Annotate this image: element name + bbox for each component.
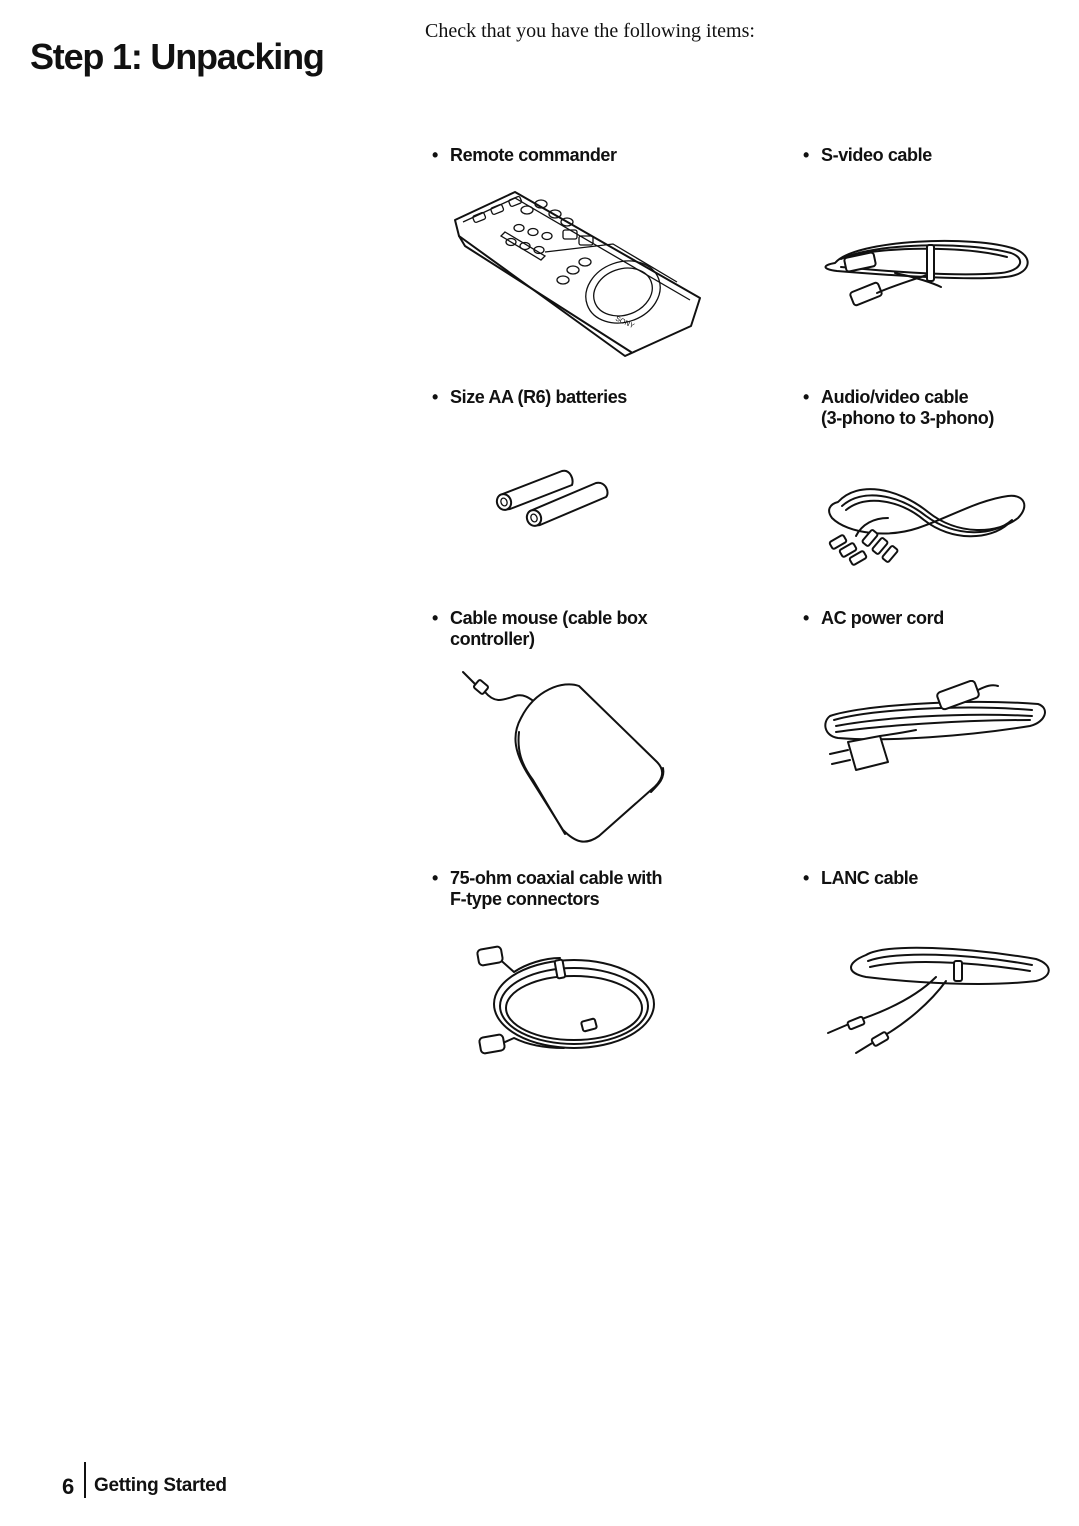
remote-commander-illustration: [445, 180, 710, 360]
item-label-line: Cable mouse (cable box: [450, 608, 648, 628]
item-cable-mouse: • Cable mouse (cable box controller): [432, 608, 648, 649]
item-remote-commander: • Remote commander: [432, 145, 617, 165]
audio-video-cable-illustration: [818, 472, 1028, 572]
item-label-line: 75-ohm coaxial cable with: [450, 868, 663, 888]
ac-power-cord-illustration: [818, 680, 1050, 785]
svg-text:SONY: SONY: [614, 315, 636, 331]
coaxial-cable-illustration: [474, 942, 664, 1067]
page-number: 6: [62, 1474, 75, 1499]
cable-mouse-illustration: [455, 660, 675, 845]
item-label-line: S-video cable: [821, 145, 932, 165]
intro-text: Check that you have the following items:: [425, 20, 755, 42]
lanc-cable-illustration: [826, 937, 1054, 1057]
item-label-line: F-type connectors: [450, 889, 600, 909]
item-coaxial-cable: • 75-ohm coaxial cable with F-type connectors: [432, 868, 663, 909]
item-label-line: Audio/video cable: [821, 387, 969, 407]
item-label-line: controller): [450, 629, 535, 649]
item-label-line: Size AA (R6) batteries: [450, 387, 627, 407]
item-aa-batteries: • Size AA (R6) batteries: [432, 387, 627, 407]
item-label-line: Remote commander: [450, 145, 617, 165]
item-label-line: AC power cord: [821, 608, 944, 628]
footer-divider: [84, 1462, 86, 1498]
page-title: Step 1: Unpacking: [30, 36, 324, 77]
section-name: Getting Started: [94, 1475, 227, 1496]
item-audio-video-cable: • Audio/video cable (3-phono to 3-phono): [803, 387, 994, 428]
item-label-line: (3-phono to 3-phono): [821, 408, 994, 428]
item-s-video-cable: • S-video cable: [803, 145, 932, 165]
s-video-cable-illustration: [815, 225, 1035, 315]
item-lanc-cable: • LANC cable: [803, 868, 919, 888]
item-ac-power-cord: • AC power cord: [803, 608, 944, 628]
aa-batteries-illustration: [492, 467, 617, 527]
item-label-line: LANC cable: [821, 868, 919, 888]
